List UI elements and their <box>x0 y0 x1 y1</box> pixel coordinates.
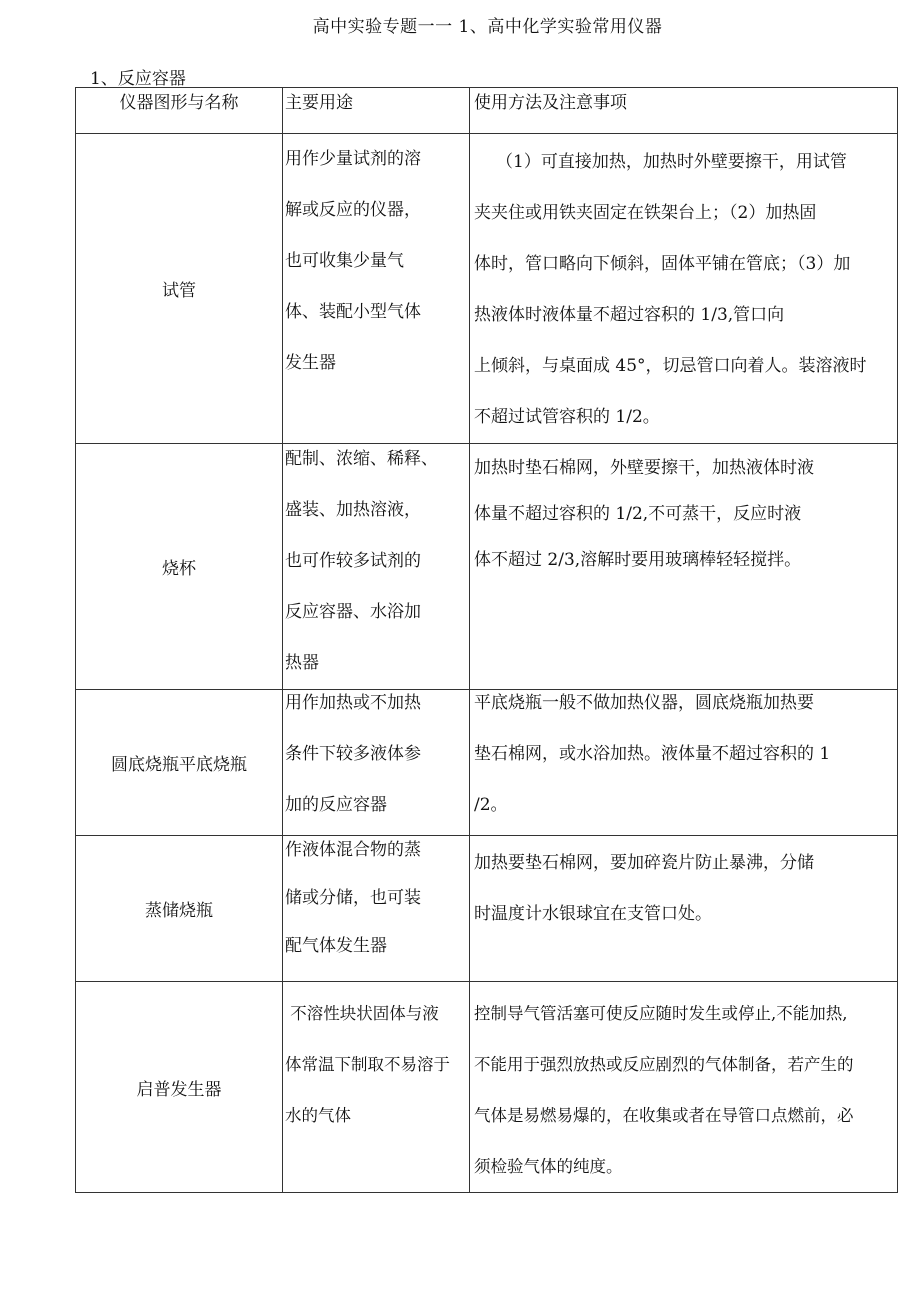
instrument-notes <box>470 134 898 444</box>
note-line: 加热要垫石棉网，要加碎瓷片防止暴沸，分储 <box>474 853 814 873</box>
use-line: 盛装、加热溶液， <box>285 500 421 520</box>
use-line: 也可收集少量气 <box>285 251 404 271</box>
instrument-notes <box>470 444 898 690</box>
instrument-use <box>283 982 470 1193</box>
note-line: 控制导气管活塞可使反应随时发生或停止,不能加热, <box>474 1004 848 1023</box>
table-row <box>76 982 898 1193</box>
use-line: 加的反应容器 <box>285 795 387 815</box>
instrument-use <box>283 836 470 982</box>
instrument-table <box>75 87 898 1193</box>
note-line: 气体是易燃易爆的，在收集或者在导管口点燃前，必 <box>474 1106 854 1125</box>
instrument-name: 圆底烧瓶平底烧瓶 <box>76 690 283 836</box>
instrument-name: 烧杯 <box>76 444 283 690</box>
use-line: 发生器 <box>285 353 336 373</box>
instrument-name: 蒸储烧瓶 <box>76 836 283 982</box>
instrument-notes <box>470 836 898 982</box>
header-name: 仪器图形与名称 <box>76 88 283 134</box>
note-line: （1）可直接加热，加热时外壁要擦干，用试管 <box>496 152 847 172</box>
use-line: 条件下较多液体参 <box>285 744 421 764</box>
section-heading: 1、反应容器 <box>90 69 186 89</box>
instrument-name: 启普发生器 <box>76 982 283 1193</box>
use-line: 水的气体 <box>285 1106 351 1125</box>
use-line: 配制、浓缩、稀释、 <box>285 449 438 469</box>
use-line: 热器 <box>285 653 319 673</box>
table-row <box>76 836 898 982</box>
instrument-name: 试管 <box>76 134 283 444</box>
note-line: 体量不超过容积的 1/2,不可蒸干，反应时液 <box>474 504 802 524</box>
note-line: /2。 <box>474 795 508 815</box>
use-line: 体、装配小型气体 <box>285 302 421 322</box>
note-line: 垫石棉网，或水浴加热。液体量不超过容积的 1 <box>474 744 831 764</box>
note-line: 不超过试管容积的 1/2。 <box>474 407 660 427</box>
use-line: 反应容器、水浴加 <box>285 602 421 622</box>
note-line: 加热时垫石棉网，外壁要擦干，加热液体时液 <box>474 458 814 478</box>
table-row <box>76 444 898 690</box>
use-line: 作液体混合物的蒸 <box>285 840 421 860</box>
instrument-notes <box>470 690 898 836</box>
instrument-use <box>283 134 470 444</box>
use-line: 解或反应的仪器， <box>285 200 421 220</box>
table-row <box>76 134 898 444</box>
instrument-use <box>283 444 470 690</box>
note-line: 夹夹住或用铁夹固定在铁架台上；（2）加热固 <box>474 203 817 223</box>
use-line: 不溶性块状固体与液 <box>285 1004 439 1023</box>
header-use: 主要用途 <box>283 88 470 134</box>
note-line: 不能用于强烈放热或反应剧烈的气体制备，若产生的 <box>474 1055 854 1074</box>
instrument-notes <box>470 982 898 1193</box>
use-line: 体常温下制取不易溶于 <box>285 1055 450 1074</box>
table-row <box>76 690 898 836</box>
note-line: 须检验气体的纯度。 <box>474 1157 623 1176</box>
header-notes: 使用方法及注意事项 <box>470 88 898 134</box>
use-line: 储或分储，也可装 <box>285 888 421 908</box>
use-line: 也可作较多试剂的 <box>285 551 421 571</box>
use-line: 用作加热或不加热 <box>285 693 421 713</box>
use-line: 用作少量试剂的溶 <box>285 149 421 169</box>
note-line: 平底烧瓶一般不做加热仪器，圆底烧瓶加热要 <box>474 693 814 713</box>
note-line: 时温度计水银球宜在支管口处。 <box>474 904 712 924</box>
note-line: 上倾斜，与桌面成 45°，切忌管口向着人。装溶液时 <box>474 356 867 376</box>
note-line: 体不超过 2/3,溶解时要用玻璃棒轻轻搅拌。 <box>474 550 802 570</box>
note-line: 体时，管口略向下倾斜，固体平铺在管底；（3）加 <box>474 254 851 274</box>
document-title: 高中实验专题一一 1、高中化学实验常用仪器 <box>312 17 663 37</box>
table-header-row <box>76 88 898 134</box>
note-line: 热液体时液体量不超过容积的 1/3,管口向 <box>474 305 785 325</box>
use-line: 配气体发生器 <box>285 936 387 956</box>
instrument-use <box>283 690 470 836</box>
